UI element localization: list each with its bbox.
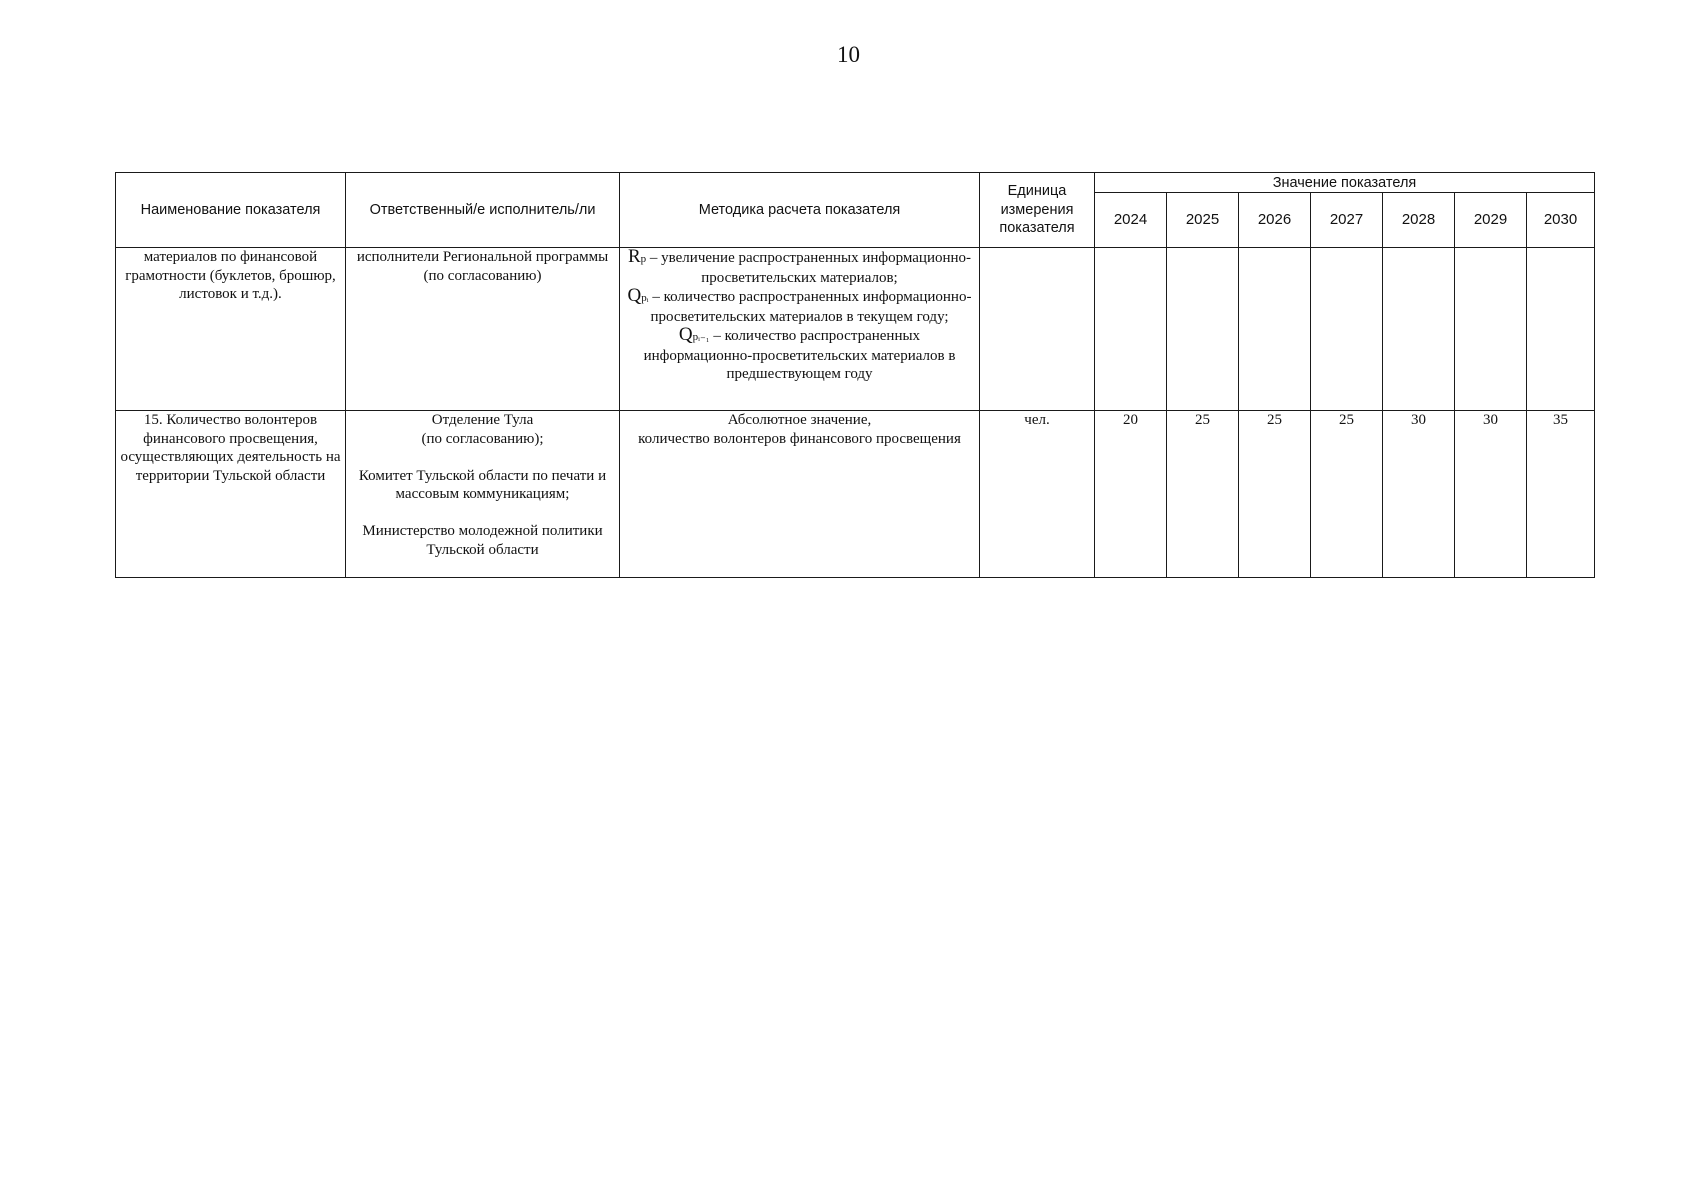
cell-value-2024: 20 <box>1095 411 1167 578</box>
method-line-rp <box>624 248 975 287</box>
header-year-2027: 2027 <box>1311 193 1383 248</box>
responsible-line: (по согласованию); <box>421 430 544 447</box>
cell-value-2025 <box>1167 248 1239 411</box>
method-text: – увеличение распространенных информационно-просветительских материалов; <box>646 250 972 286</box>
method-text: – количество распространенных информационно-просветительских материалов в предшествующем году <box>643 328 956 382</box>
cell-responsible <box>346 411 620 578</box>
table-row-15 <box>116 411 1595 578</box>
method-text: – количество распространенных информационно-просветительских материалов в текущем году; <box>648 289 972 325</box>
var-symbol: Q <box>627 285 642 306</box>
cell-unit: чел. <box>980 411 1095 578</box>
header-responsible: Ответственный/е исполнитель/ли <box>346 173 620 248</box>
cell-value-2028 <box>1383 248 1455 411</box>
indicators-table <box>115 172 1595 578</box>
var-subscript: p <box>640 253 647 265</box>
cell-calculation-method <box>620 411 980 578</box>
method-line-qpi <box>624 287 975 326</box>
responsible-line: Министерство молодежной политики Тульской области <box>362 523 603 558</box>
cell-indicator-name: материалов по финансовой грамотности (буклетов, брошюр, листовок и т.д.). <box>116 248 346 411</box>
table-row-continued <box>116 248 1595 411</box>
header-indicator-values: Значение показателя <box>1095 173 1595 193</box>
responsible-line: Отделение Тула <box>431 412 534 428</box>
cell-value-2030: 35 <box>1527 411 1595 578</box>
method-line-qpi-prev <box>624 326 975 384</box>
header-year-2026: 2026 <box>1239 193 1311 248</box>
cell-value-2026 <box>1239 248 1311 411</box>
page-number: 10 <box>837 42 860 67</box>
header-year-2025: 2025 <box>1167 193 1239 248</box>
header-unit: Единица измерения показателя <box>980 173 1095 248</box>
header-year-2029: 2029 <box>1455 193 1527 248</box>
var-subscript: pᵢ₋₁ <box>692 331 710 343</box>
cell-value-2029: 30 <box>1455 411 1527 578</box>
responsible-line: Комитет Тульской области по печати и массовым коммуникациям; <box>358 467 607 502</box>
responsible-spacer <box>350 504 615 523</box>
var-subscript: pᵢ <box>641 292 649 304</box>
cell-indicator-name: 15. Количество волонтеров финансового просвещения, осуществляющих деятельность на территории Тульской области <box>116 411 346 578</box>
cell-value-2028: 30 <box>1383 411 1455 578</box>
cell-value-2030 <box>1527 248 1595 411</box>
header-year-2028: 2028 <box>1383 193 1455 248</box>
header-year-2024: 2024 <box>1095 193 1167 248</box>
cell-value-2024 <box>1095 248 1167 411</box>
header-year-2030: 2030 <box>1527 193 1595 248</box>
cell-unit <box>980 248 1095 411</box>
header-indicator-name: Наименование показателя <box>116 173 346 248</box>
cell-calculation-method <box>620 248 980 411</box>
var-symbol: R <box>627 246 641 267</box>
responsible-spacer <box>350 448 615 467</box>
cell-responsible: исполнители Региональной программы (по согласованию) <box>346 248 620 411</box>
cell-value-2027: 25 <box>1311 411 1383 578</box>
method-line: количество волонтеров финансового просвещения <box>638 430 961 447</box>
cell-value-2027 <box>1311 248 1383 411</box>
header-calculation-method: Методика расчета показателя <box>620 173 980 248</box>
cell-value-2026: 25 <box>1239 411 1311 578</box>
var-symbol: Q <box>678 324 693 345</box>
cell-value-2029 <box>1455 248 1527 411</box>
method-line: Абсолютное значение, <box>727 412 872 428</box>
cell-value-2025: 25 <box>1167 411 1239 578</box>
